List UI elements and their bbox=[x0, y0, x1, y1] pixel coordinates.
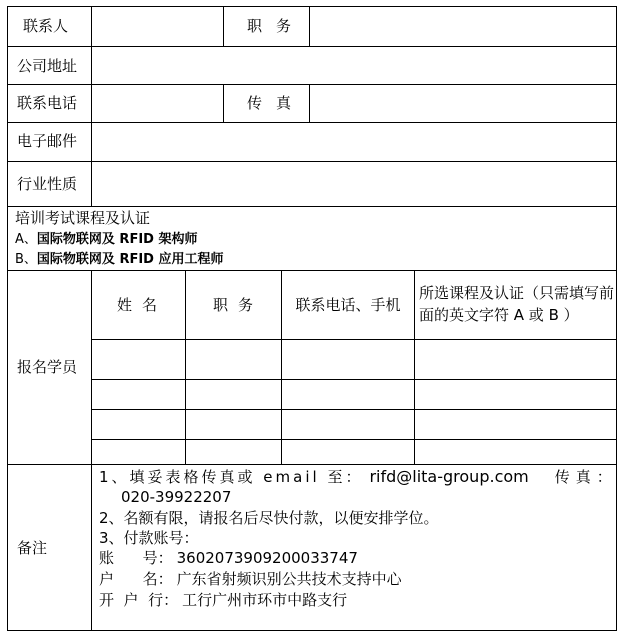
account-value: 3602073909200033747 bbox=[176, 549, 358, 567]
holder-row bbox=[99, 569, 402, 590]
border-right bbox=[616, 6, 617, 631]
row-line bbox=[7, 206, 617, 207]
contact-person-label: 联系人 bbox=[23, 17, 69, 35]
note-fax-label: 传真： bbox=[554, 468, 618, 486]
border-left bbox=[7, 6, 8, 631]
registration-form bbox=[7, 6, 617, 631]
note-fax-number: 020-39922207 bbox=[121, 488, 232, 506]
course-a-name: 国际物联网及 RFID 架构师 bbox=[36, 232, 198, 247]
email-field[interactable] bbox=[92, 123, 616, 161]
bank-value: 工行广州市环市中路支行 bbox=[182, 591, 348, 609]
fax-field[interactable] bbox=[310, 85, 616, 122]
email-label: 电子邮件 bbox=[17, 132, 78, 150]
row-line bbox=[7, 464, 617, 465]
applicant-row-1[interactable] bbox=[92, 340, 616, 379]
bank-label: 开 户 行： bbox=[99, 591, 179, 609]
header-course: 所选课程及认证（只需填写前面的英文字符 A 或 B ） bbox=[419, 284, 615, 324]
note-line-1 bbox=[99, 466, 618, 488]
col-line bbox=[223, 84, 224, 122]
holder-value: 广东省射频识别公共技术支持中心 bbox=[176, 570, 402, 588]
industry-field[interactable] bbox=[92, 162, 616, 206]
notes-label: 备注 bbox=[17, 539, 48, 557]
company-address-field[interactable] bbox=[92, 47, 616, 84]
course-a bbox=[15, 231, 197, 249]
position-label: 职务 bbox=[247, 17, 306, 35]
phone-field[interactable] bbox=[92, 85, 223, 122]
phone-label: 联系电话 bbox=[17, 94, 78, 112]
company-address-label: 公司地址 bbox=[17, 57, 78, 75]
applicant-row-2[interactable] bbox=[92, 380, 616, 409]
col-line bbox=[223, 6, 224, 46]
applicant-row-4[interactable] bbox=[92, 440, 616, 464]
industry-label: 行业性质 bbox=[17, 175, 78, 193]
note-line-3: 3、付款账号： bbox=[99, 529, 199, 547]
bank-row bbox=[99, 590, 347, 611]
contact-person-field[interactable] bbox=[92, 7, 223, 46]
registration-label: 报名学员 bbox=[17, 358, 78, 376]
course-b-prefix: B、 bbox=[15, 252, 37, 267]
header-name: 姓名 bbox=[117, 296, 168, 314]
header-position: 职务 bbox=[213, 296, 264, 314]
note-line-2: 2、名额有限，请报名后尽快付款，以便安排学位。 bbox=[99, 509, 439, 527]
holder-label: 户 名： bbox=[99, 570, 173, 588]
position-field[interactable] bbox=[310, 7, 616, 46]
course-a-prefix: A、 bbox=[15, 232, 37, 247]
courses-title: 培训考试课程及认证 bbox=[15, 209, 151, 227]
applicant-row-3[interactable] bbox=[92, 410, 616, 439]
contact-email-link[interactable]: rifd@lita-group.com bbox=[369, 467, 529, 486]
fax-label: 传真 bbox=[247, 94, 306, 112]
account-label: 账 号： bbox=[99, 549, 173, 567]
border-bottom bbox=[7, 630, 617, 631]
row-line bbox=[7, 270, 617, 271]
course-b bbox=[15, 251, 224, 269]
course-b-name: 国际物联网及 RFID 应用工程师 bbox=[36, 252, 224, 267]
note-line-1-text: 1、填妥表格传真或 email 至： bbox=[99, 468, 364, 486]
header-phone: 联系电话、手机 bbox=[295, 296, 401, 314]
account-row bbox=[99, 548, 358, 569]
